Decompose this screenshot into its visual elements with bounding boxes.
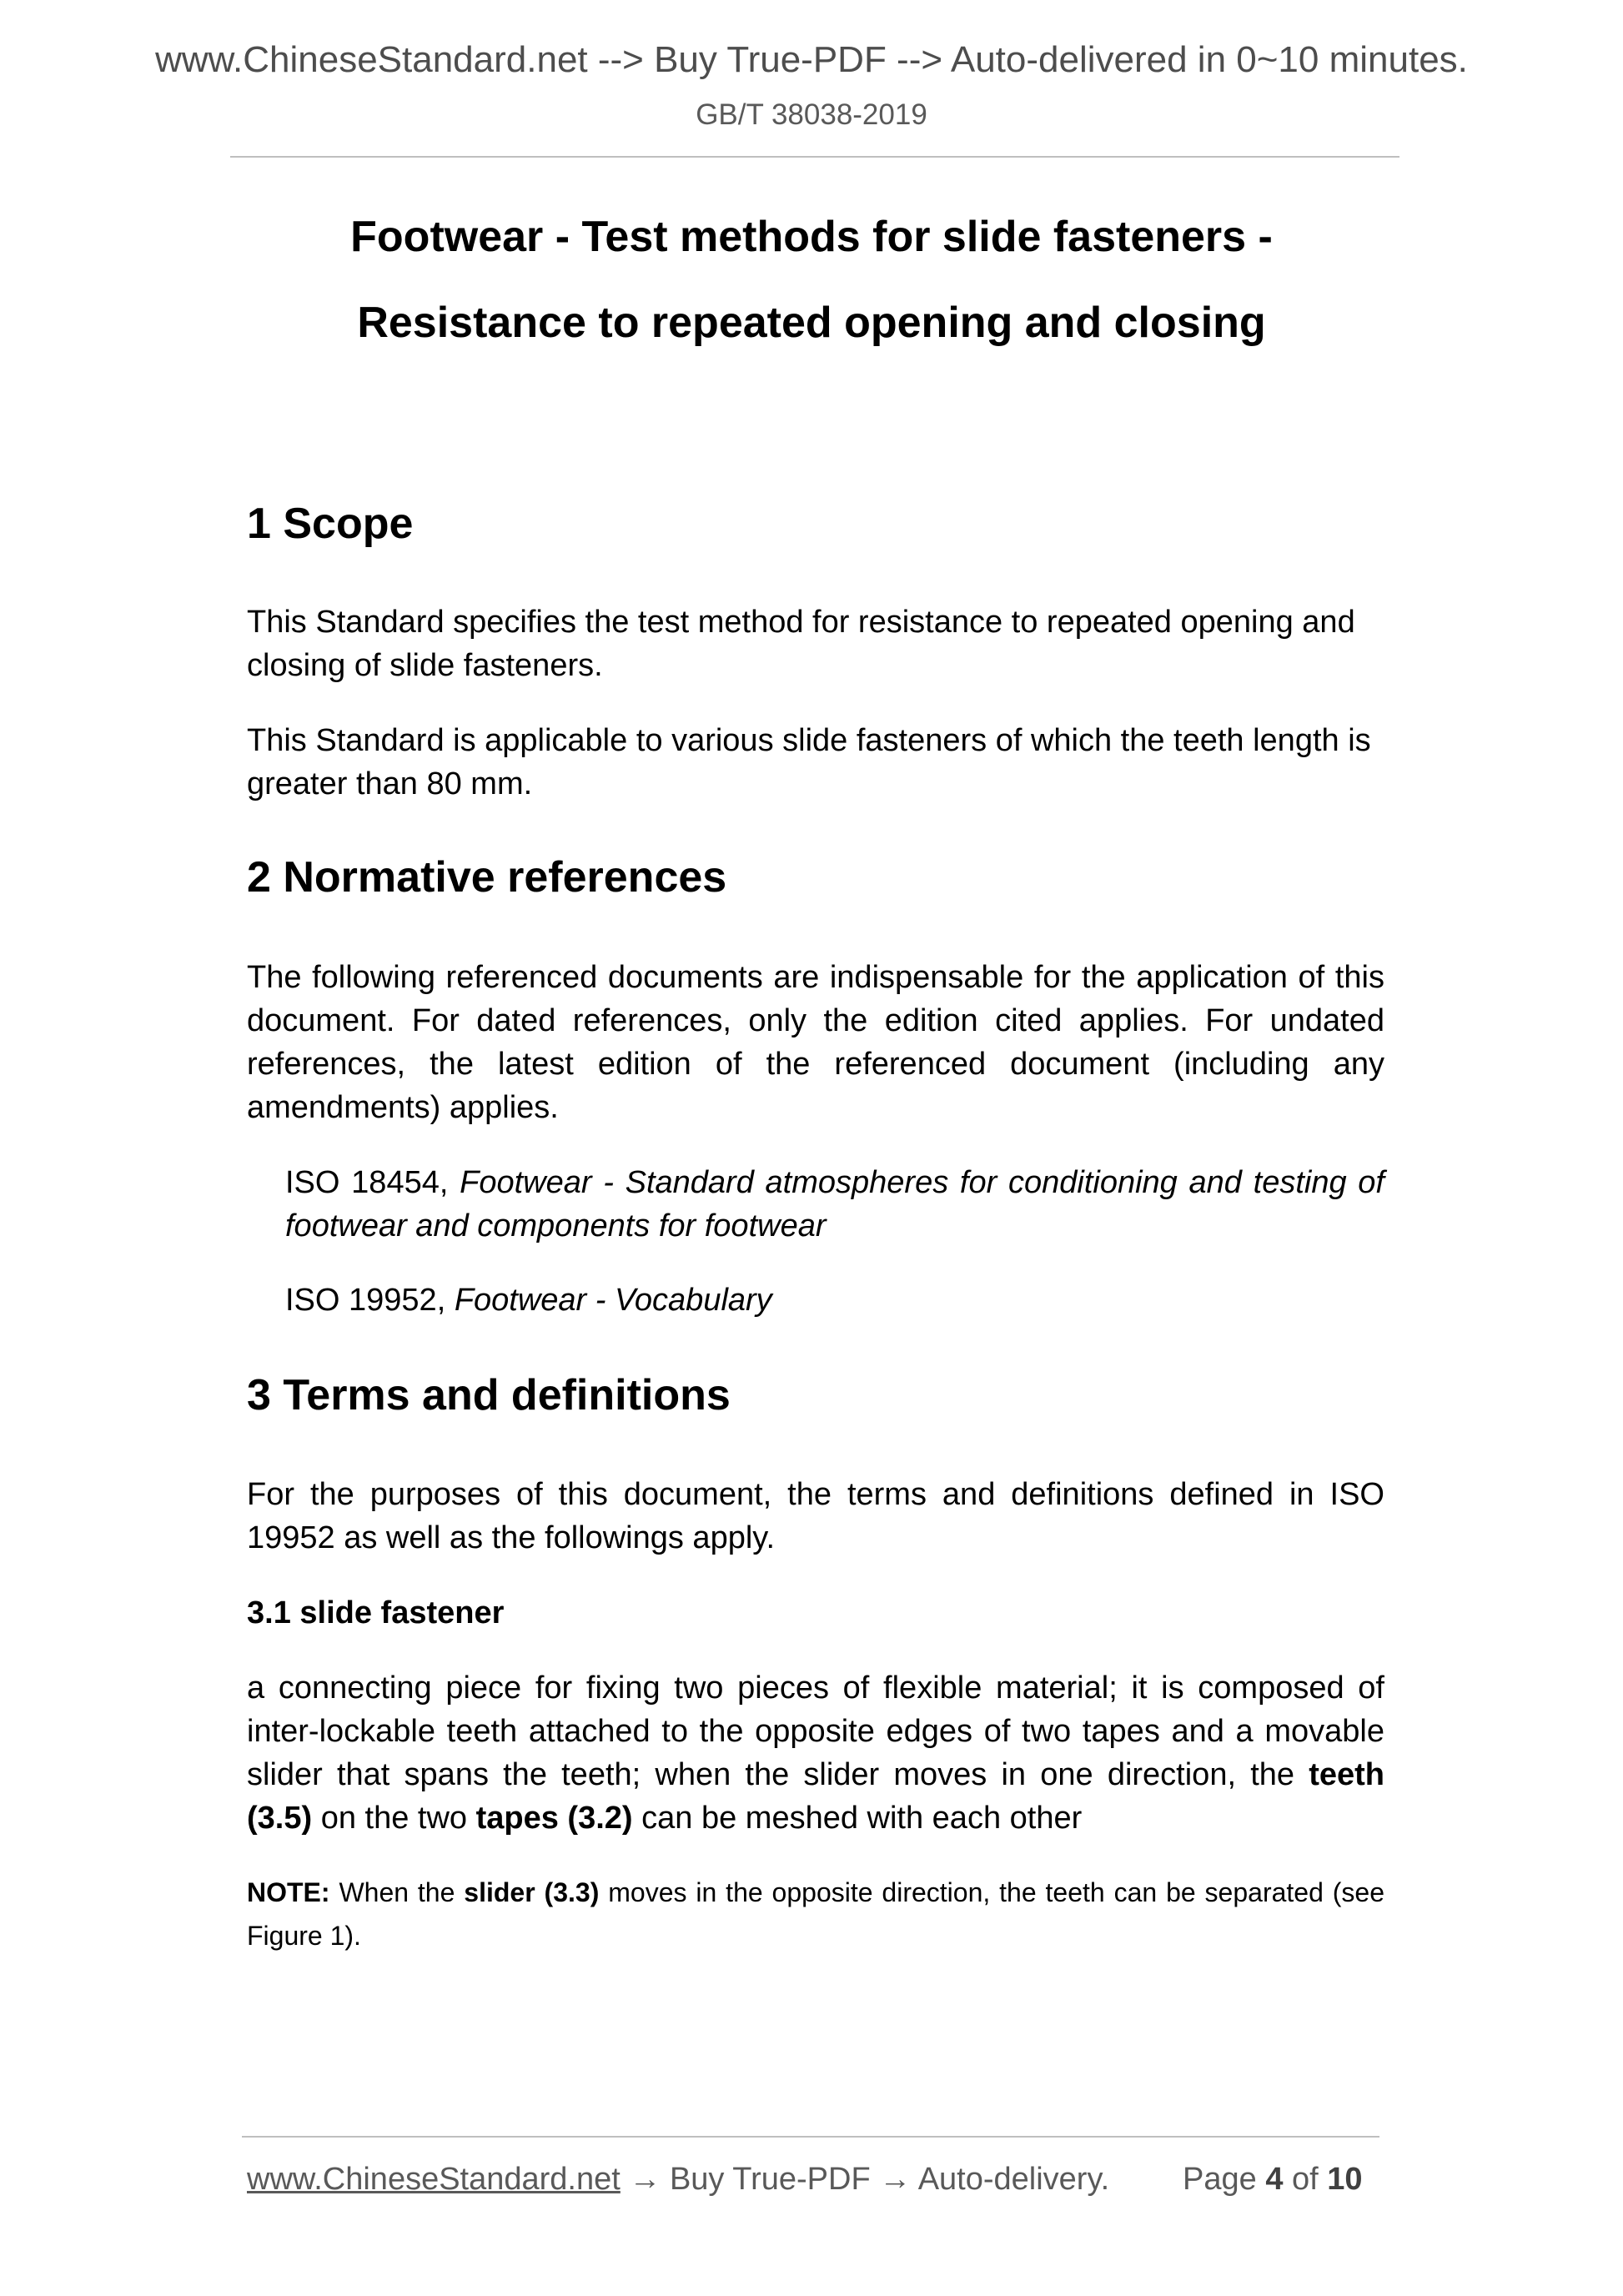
page-label: Page xyxy=(1183,2162,1257,2197)
footer-site-link[interactable]: www.ChineseStandard.net xyxy=(247,2162,621,2197)
note-text: When the xyxy=(339,1877,455,1907)
page-current: 4 xyxy=(1265,2162,1284,2197)
footer-links xyxy=(247,2159,1109,2199)
reference-code: ISO 19952, xyxy=(285,1283,446,1318)
standard-code: GB/T 38038-2019 xyxy=(696,98,927,131)
definition-crossref-tapes: tapes (3.2) xyxy=(475,1801,633,1836)
reference-title: Footwear - Vocabulary xyxy=(454,1283,772,1318)
reference-item xyxy=(285,1161,1384,1248)
note-text: moves in the opposite direction, the teeth can be separated (see Figure 1). xyxy=(247,1877,1385,1951)
term-definition xyxy=(247,1666,1384,1840)
terms-paragraph: For the purposes of this document, the terms and definitions defined in ISO 19952 as well as the followings apply. xyxy=(247,1477,1384,1555)
definition-crossref-teeth: teeth (3.5) xyxy=(247,1757,1384,1836)
normative-paragraph: The following referenced documents are indispensable for the application of this document. For dated references, only the edition cited applies. For undated references, the latest edition of the referenced document (including any amendments) applies. xyxy=(247,960,1384,1125)
header-divider xyxy=(230,156,1399,158)
note-label: NOTE: xyxy=(247,1877,330,1907)
definition-text: a connecting piece for fixing two pieces of flexible material; it is composed of inter-lockable teeth attached to the opposite edges of two tapes and a movable slider that spans the teeth; when the slider moves in one direction, the xyxy=(247,1671,1384,1792)
header-banner: www.ChineseStandard.net --> Buy True-PDF --> Auto-delivered in 0~10 minutes. xyxy=(155,39,1468,80)
document-title-line2: Resistance to repeated opening and closing xyxy=(357,299,1266,347)
term-note xyxy=(247,1871,1384,1957)
footer-tagline: → Buy True-PDF → Auto-delivery. xyxy=(629,2162,1110,2197)
reference-item xyxy=(285,1279,1384,1322)
scope-paragraph-1: This Standard specifies the test method for resistance to repeated opening and closing of slide fasteners. xyxy=(247,605,1355,683)
note-crossref-slider: slider (3.3) xyxy=(464,1877,600,1907)
definition-text: on the two xyxy=(320,1801,468,1836)
footer-divider xyxy=(242,2136,1379,2138)
term-heading: 3.1 slide fastener xyxy=(247,1595,505,1630)
section-heading-terms-definitions: 3 Terms and definitions xyxy=(247,1371,731,1419)
document-title-line1: Footwear - Test methods for slide fasteners - xyxy=(350,213,1273,261)
scope-paragraph-2: This Standard is applicable to various slide fasteners of which the teeth length is greater than 80 mm. xyxy=(247,723,1371,801)
page-of-label: of xyxy=(1292,2162,1319,2197)
page-total: 10 xyxy=(1327,2162,1363,2197)
definition-text: can be meshed with each other xyxy=(641,1801,1083,1836)
reference-code: ISO 18454, xyxy=(285,1165,449,1200)
reference-title: Footwear - Standard atmospheres for conditioning and testing of footwear and components for footwear xyxy=(285,1165,1384,1243)
section-heading-scope: 1 Scope xyxy=(247,500,414,548)
section-heading-normative-references: 2 Normative references xyxy=(247,853,727,902)
page-number xyxy=(1183,2159,1363,2199)
